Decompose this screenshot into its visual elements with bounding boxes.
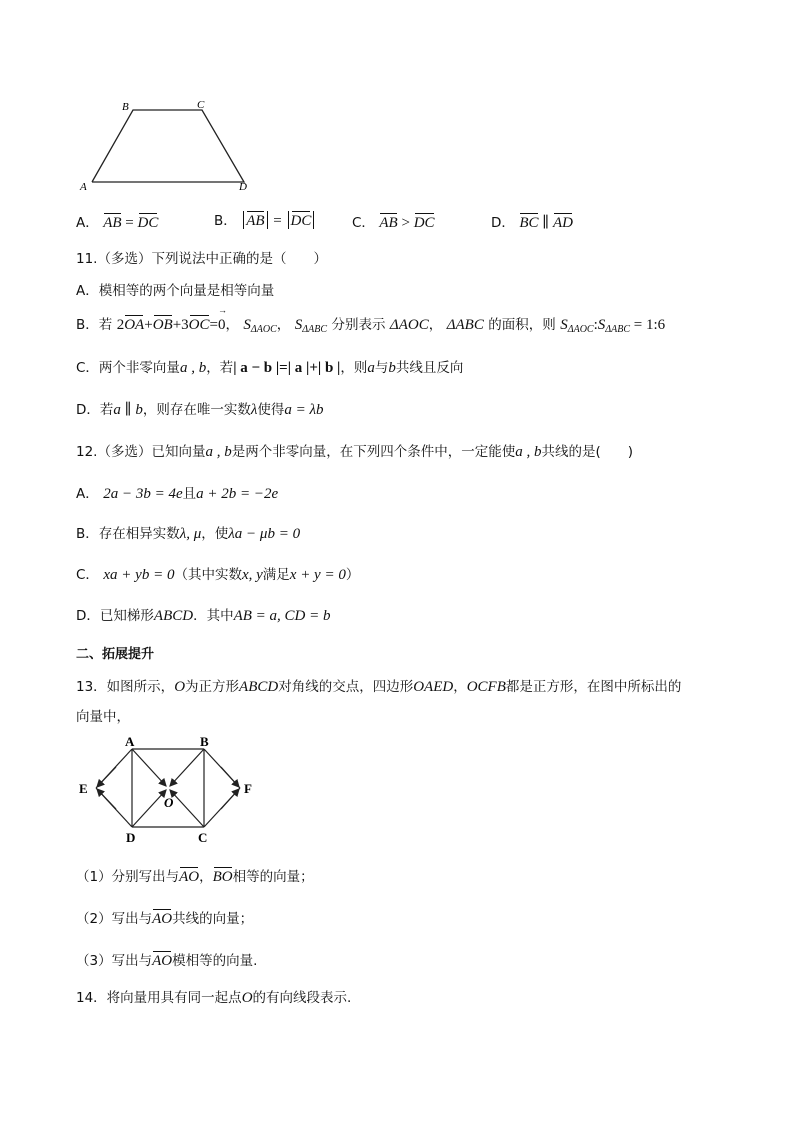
option-label: B．若 bbox=[76, 317, 113, 333]
vector-ad: AD bbox=[552, 215, 573, 231]
fig13-label-C: C bbox=[198, 830, 208, 845]
text: 共线的是( ) bbox=[541, 444, 634, 460]
math: a bbox=[367, 360, 375, 376]
text: 满足 bbox=[262, 567, 290, 583]
fig13-label-D: D bbox=[126, 830, 136, 845]
text: B．存在相异实数 bbox=[76, 526, 180, 542]
option-label: A． bbox=[76, 215, 99, 231]
math: b bbox=[388, 360, 396, 376]
triangle: ΔAOC bbox=[389, 317, 429, 333]
q13-sub1 bbox=[76, 865, 314, 886]
text: ，使 bbox=[201, 526, 229, 542]
area-subscript: ΔAOC bbox=[250, 324, 277, 335]
vector-ao: AO bbox=[179, 869, 200, 885]
q11-option-b: B．若 2OA+OB+3OC=→ 0， $S_{\Delta AOC}$， $S_{\Delta ABC}$ 分别表示 ΔAOC， ΔABC 的面积，则 $S_{\Delta AOC}:S_{\Delta ABC}$ = 1:6 bbox=[76, 313, 665, 335]
area-symbol: S bbox=[597, 317, 606, 333]
fig-label-B: B bbox=[122, 101, 129, 113]
fig13-label-O: O bbox=[164, 795, 174, 810]
math: O bbox=[241, 990, 253, 1006]
text: D．已知梯形 bbox=[76, 608, 154, 624]
q11-option-d bbox=[76, 398, 323, 419]
coef: +3 bbox=[172, 317, 189, 333]
text: （2）写出与 bbox=[76, 911, 153, 927]
operator: ∥ bbox=[542, 215, 550, 231]
vector-oa: OA bbox=[124, 317, 145, 333]
math: λa − μb = 0 bbox=[228, 526, 301, 542]
text: 对角线的交点，四边形 bbox=[278, 679, 414, 695]
text: ） bbox=[345, 567, 360, 583]
coef: 2 bbox=[116, 317, 125, 333]
math: x, y bbox=[241, 567, 263, 583]
fig13-label-A: A bbox=[125, 735, 135, 749]
area-symbol: S bbox=[560, 317, 568, 333]
q13-stem-line2: 向量中， bbox=[76, 709, 130, 725]
math: a , b bbox=[205, 444, 232, 460]
math: λ bbox=[250, 402, 258, 418]
text: 14．将向量用具有同一起点 bbox=[76, 990, 242, 1006]
option-label: C． bbox=[76, 567, 99, 583]
fig13-label-F: F bbox=[244, 781, 252, 796]
fig13-label-E: E bbox=[79, 781, 88, 796]
triangle: ΔABC bbox=[446, 317, 484, 333]
text: 都是正方形，在图中所标出的 bbox=[505, 679, 682, 695]
text: D．若 bbox=[76, 402, 114, 418]
q13-stem-line1 bbox=[76, 675, 681, 696]
text: 且 bbox=[182, 486, 197, 502]
q13-sub3 bbox=[76, 949, 257, 970]
math: O bbox=[174, 679, 186, 695]
math: x + y = 0 bbox=[289, 567, 346, 583]
q12-option-d bbox=[76, 604, 331, 625]
section-title: 二、拓展提升 bbox=[76, 647, 155, 662]
math: OCFB bbox=[466, 679, 506, 695]
text: 模相等的向量. bbox=[172, 953, 258, 969]
q12-stem bbox=[76, 440, 633, 461]
vector-bc: BC bbox=[519, 215, 539, 231]
math: a + 2b = −2e bbox=[196, 486, 279, 502]
text: ．其中 bbox=[193, 608, 234, 624]
text: ， bbox=[199, 869, 213, 885]
text: 12.（多选）已知向量 bbox=[76, 444, 206, 460]
text: 相等的向量； bbox=[232, 869, 314, 885]
area-subscript: ΔABC bbox=[605, 324, 631, 335]
text: ，则 bbox=[340, 360, 368, 376]
vector-dc: DC bbox=[290, 213, 312, 229]
trapezoid-figure bbox=[78, 95, 258, 200]
text: ，则存在唯一实数 bbox=[142, 402, 251, 418]
operator: + bbox=[144, 317, 153, 333]
area-symbol: S bbox=[294, 317, 303, 333]
text: 为正方形 bbox=[185, 679, 240, 695]
vector-ao: AO bbox=[152, 911, 173, 927]
text: 的有向线段表示. bbox=[252, 990, 352, 1006]
text: ，若 bbox=[206, 360, 234, 376]
math: | a − b |=| a |+| b | bbox=[233, 360, 341, 376]
vector-oc: OC bbox=[188, 317, 210, 333]
area-subscript: ΔABC bbox=[302, 324, 328, 335]
q11-option-c bbox=[76, 356, 463, 377]
math: ABCD bbox=[153, 608, 194, 624]
math: 2a − 3b = 4e bbox=[103, 486, 183, 502]
text: （其中实数 bbox=[174, 567, 242, 583]
math: OAED bbox=[413, 679, 454, 695]
vector-ab: AB bbox=[103, 215, 122, 231]
area-subscript: ΔAOC bbox=[567, 324, 594, 335]
operator: > bbox=[401, 215, 410, 231]
q10-option-d bbox=[491, 211, 573, 232]
math: a , b bbox=[179, 360, 207, 376]
operator: = bbox=[273, 213, 282, 229]
option-label: B． bbox=[214, 213, 237, 229]
math: a ∥ b bbox=[113, 402, 143, 418]
text: 是两个非零向量，在下列四个条件中，一定能使 bbox=[231, 444, 516, 460]
vector-dc: DC bbox=[413, 215, 435, 231]
vector-ab: AB bbox=[246, 213, 265, 229]
text: 与 bbox=[374, 360, 389, 376]
fig-label-A: A bbox=[80, 181, 87, 193]
text: 共线的向量； bbox=[172, 911, 254, 927]
math: ABCD bbox=[239, 679, 279, 695]
q12-option-a bbox=[76, 482, 278, 503]
q10-option-c bbox=[352, 211, 435, 232]
q12-option-b bbox=[76, 522, 300, 543]
vector-ab: AB bbox=[379, 215, 398, 231]
ratio: = 1:6 bbox=[633, 317, 666, 333]
vector-ob: OB bbox=[152, 317, 173, 333]
q10-option-a bbox=[76, 211, 158, 232]
q11-option-a: A．模相等的两个向量是相等向量 bbox=[76, 283, 275, 299]
q11-stem: 11.（多选）下列说法中正确的是（ ） bbox=[76, 251, 327, 267]
vector-ao: AO bbox=[152, 953, 173, 969]
fig-label-D: D bbox=[239, 181, 247, 193]
text: 分别表示 bbox=[331, 317, 386, 333]
operator: = bbox=[209, 317, 218, 333]
vector-bo: BO bbox=[212, 869, 233, 885]
math: AB = a, CD = b bbox=[233, 608, 331, 624]
math: xa + yb = 0 bbox=[103, 567, 175, 583]
text: 使得 bbox=[257, 402, 285, 418]
option-label: A． bbox=[76, 486, 99, 502]
option-label: D． bbox=[491, 215, 515, 231]
zero-vector: → 0 bbox=[218, 317, 226, 334]
math: a , b bbox=[515, 444, 542, 460]
text: ， bbox=[453, 679, 467, 695]
vector-dc: DC bbox=[137, 215, 159, 231]
q12-option-c bbox=[76, 563, 359, 584]
q13-sub2 bbox=[76, 907, 253, 928]
text: 13．如图所示， bbox=[76, 679, 175, 695]
q10-option-b bbox=[214, 209, 316, 230]
area-symbol: S bbox=[243, 317, 251, 333]
option-label: C． bbox=[352, 215, 375, 231]
operator: = bbox=[125, 215, 134, 231]
math: λ, μ bbox=[179, 526, 202, 542]
fig13-label-B: B bbox=[200, 735, 209, 749]
text: 共线且反向 bbox=[395, 360, 464, 376]
math: a = λb bbox=[284, 402, 324, 418]
text: C．两个非零向量 bbox=[76, 360, 180, 376]
square-vector-figure bbox=[76, 735, 266, 847]
q14-stem bbox=[76, 986, 351, 1007]
text: （1）分别写出与 bbox=[76, 869, 180, 885]
text: 的面积，则 bbox=[488, 317, 556, 333]
fig-label-C: C bbox=[197, 99, 205, 111]
text: （3）写出与 bbox=[76, 953, 153, 969]
